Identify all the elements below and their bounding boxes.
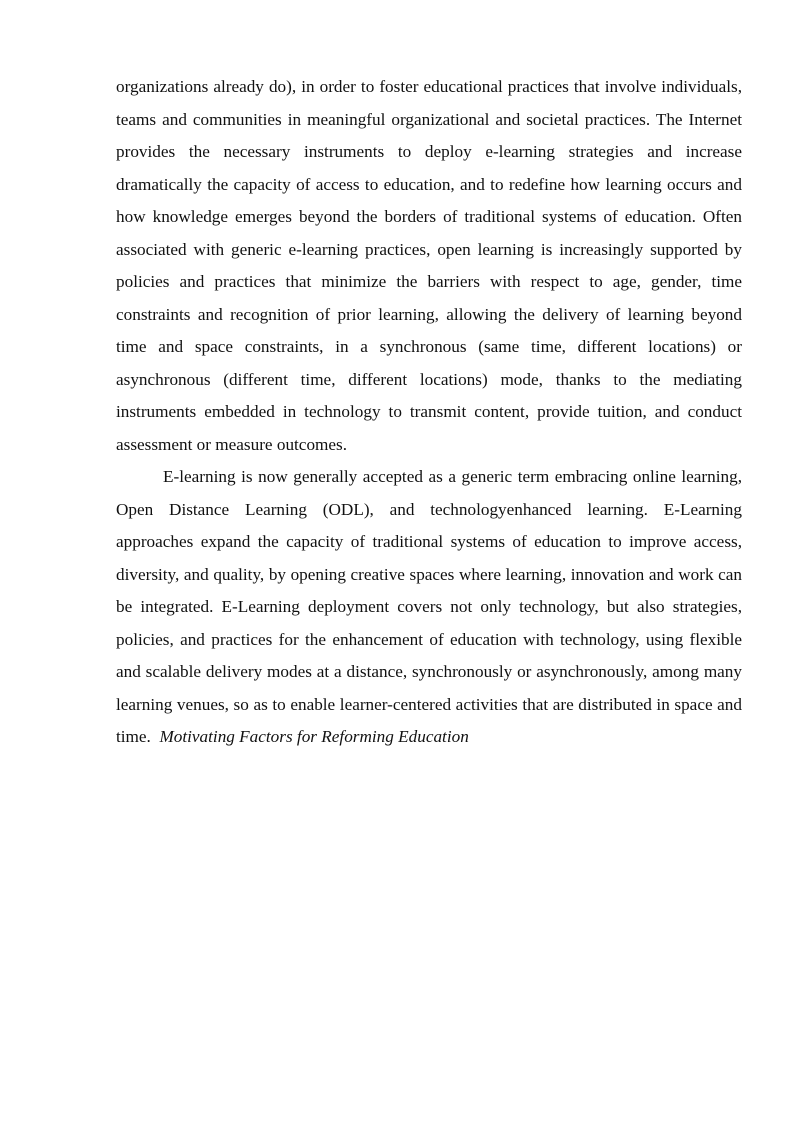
section-heading: Motivating Factors for Reforming Education — [159, 727, 469, 746]
paragraph-elearning — [116, 461, 742, 754]
paragraph-elearning-text: E-learning is now generally accepted as a generic term embracing online learning, Open Distance Learning (ODL), and technologyenhanced learning. E-Learning approaches expand the capacity of traditional systems of education to improve access, diversity, and quality, by opening creative spaces where learning, innovation and work can be integrated. E-Learning deployment covers not only technology, but also strategies, policies, and practices for the enhancement of education with technology, using flexible and scalable delivery modes at a distance, synchronously or asynchronously, among many learning venues, so as to enable learner-centered activities that are distributed in space and time. — [116, 467, 742, 746]
body-text — [116, 71, 742, 754]
paragraph-continued: organizations already do), in order to foster educational practices that involve individuals, teams and communities in meaningful organizational and societal practices. The Internet provides the necessary instruments to deploy e-learning strategies and increase dramatically the capacity of access to education, and to redefine how learning occurs and how knowledge emerges beyond the borders of traditional systems of education. Often associated with generic e-learning practices, open learning is increasingly supported by policies and practices that minimize the barriers with respect to age, gender, time constraints and recognition of prior learning, allowing the delivery of learning beyond time and space constraints, in a synchronous (same time, different locations) or asynchronous (different time, different locations) mode, thanks to the mediating instruments embedded in technology to transmit content, provide tuition, and conduct assessment or measure outcomes. — [116, 77, 742, 454]
